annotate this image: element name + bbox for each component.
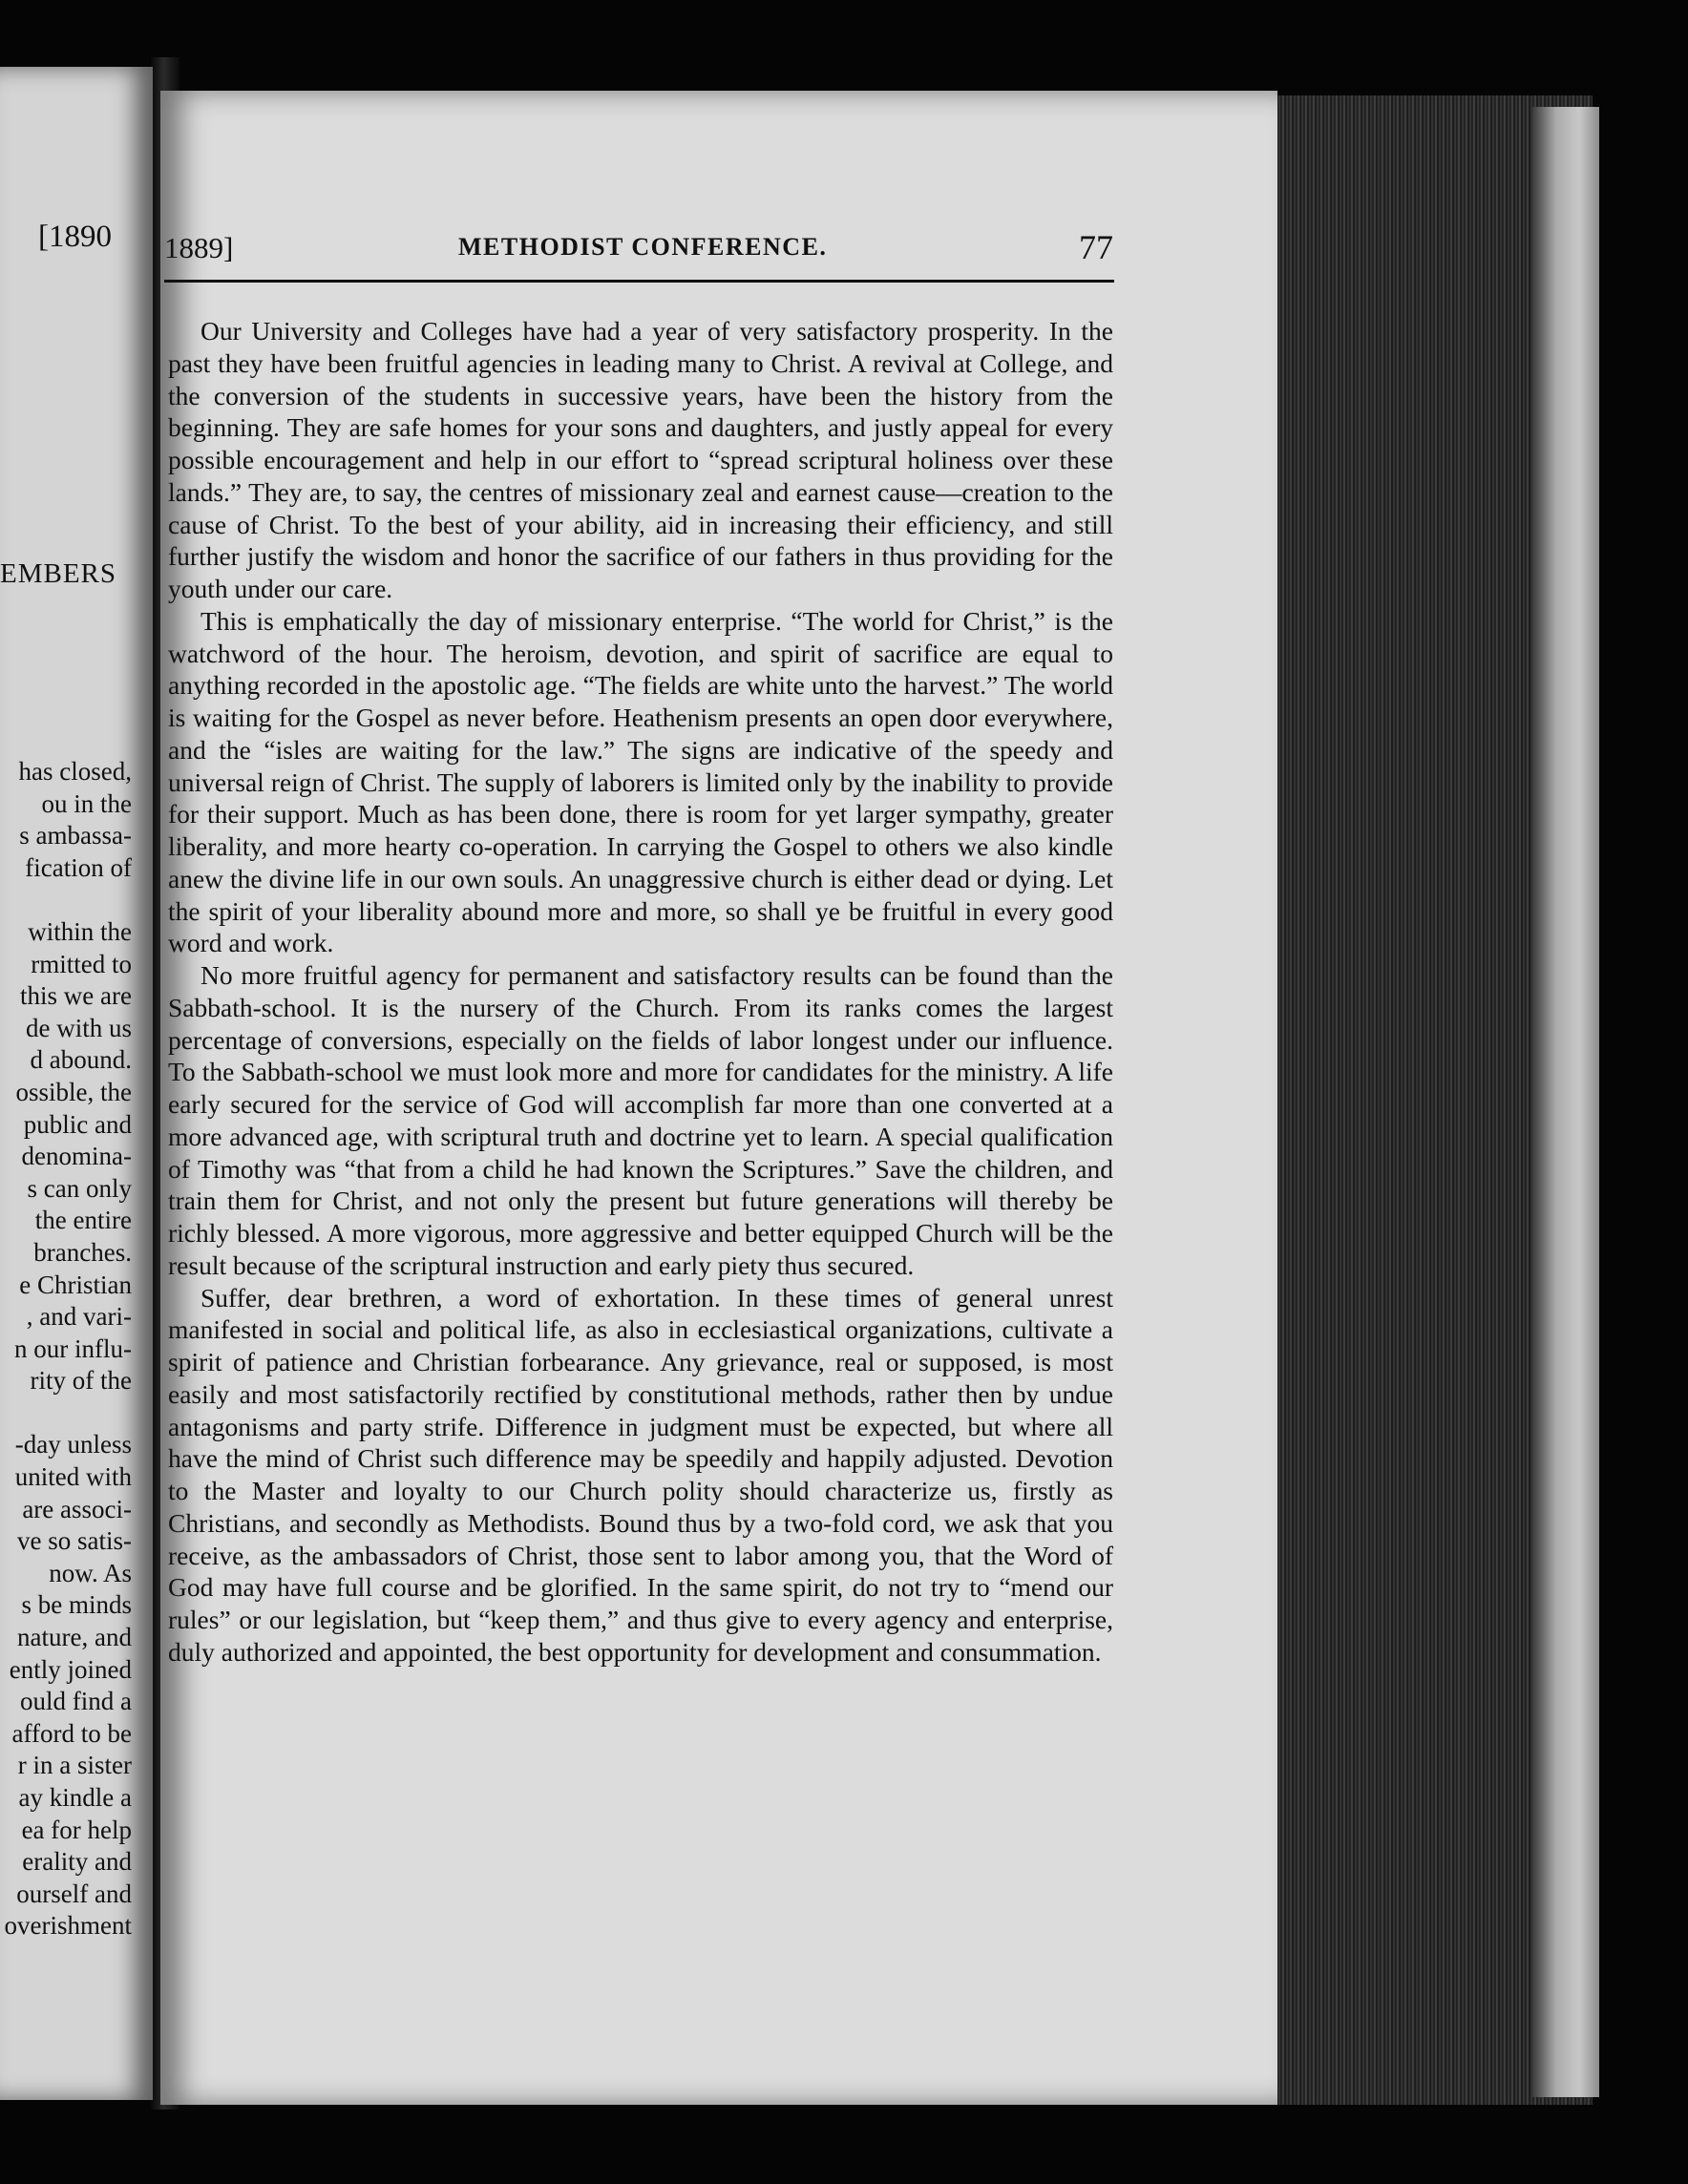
left-page-line: nature, and [17,1623,132,1652]
left-page-line: ve so satis- [17,1526,132,1556]
left-page-line: now. As [49,1558,132,1587]
left-page-line: are associ- [22,1494,132,1523]
left-page-line: -day unless [14,1430,132,1460]
page-edges-outer [1532,107,1599,2097]
left-page-line: d abound. [30,1045,132,1075]
left-page-line: ently joined [9,1654,132,1684]
left-page-line: s can only [27,1173,132,1203]
paragraph-colleges: Our University and Colleges have had a year of very satisfactory prosperity. In the past they have been fruitful agencies in leading many to Christ. A revival at College, and the conversion of the students in successive years, have been the history from the beginning. They are safe homes for your sons and daughters, and justly appeal for every possible encouragement and help in our effort to “spread scriptural holiness over these lands.” They are, to say, the centres of missionary zeal and earnest cause—creation to the cause of Christ. To the best of your ability, aid in increasing their efficiency, and still further justify the wisdom and honor the sacrifice of our fathers in thus providing for the youth under our care. [168,316,1113,603]
left-page-fragment [0,67,153,2100]
left-page-line: ossible, the [15,1077,132,1106]
left-page-line: rmitted to [31,949,132,978]
left-page-line: de with us [26,1013,132,1042]
left-page-line: the entire [34,1206,132,1235]
left-page-line: afford to be [11,1718,132,1748]
left-page-line: ourself and [16,1879,132,1908]
paragraph-sabbath-school: No more fruitful agency for permanent and satisfactory results can be found than the Sabbath-school. It is the nursery of the Church. From its ranks comes the largest percentage of conversions, especially on the fields of labor longest under our influence. To the Sabbath-school we must look more and more for candidates for the ministry. A life early secured for the service of God will accomplish far more than one converted at a more advanced age, with scriptural truth and doctrine yet to learn. A special qualification of Timothy was “that from a child he had known the Scriptures.” Save the children, and train them for Christ, and not only the present but future generations will thereby be richly blessed. A more vigorous, more aggressive and better equipped Church will be the result because of the scriptural instruction and early piety thus secured. [168,960,1113,1280]
left-page-line: branches. [33,1237,132,1267]
page-number: 77 [1079,228,1113,266]
left-page-line: s be minds [21,1590,132,1620]
left-page-line: overishment [4,1911,132,1941]
left-page-text [0,756,132,1942]
left-page-line: e Christian [19,1270,132,1299]
header-rule [164,280,1114,283]
body-text [168,315,1113,1669]
left-page-line [0,1397,132,1430]
left-page-heading: EMBERS [0,558,117,589]
running-head-title: METHODIST CONFERENCE. [458,233,828,261]
left-page-line: has closed, [18,757,132,786]
paragraph-missions: This is emphatically the day of missionary enterprise. “The world for Christ,” is the watchword of the hour. The heroism, devotion, and spirit of sacrifice are equal to anything recorded in the apostolic age. “The fields are white unto the harvest.” The world is waiting for the Gospel as never before. Heathenism presents an open door everywhere, and the “isles are waiting for the law.” The signs are indicative of the speedy and universal reign of Christ. The supply of laborers is limited only by the inability to provide for their support. Much as has been done, there is room for yet larger sympathy, greater liberality, and more hearty co-operation. In carrying the Gospel to others we also kindle anew the divine life in our own souls. An unaggressive church is either dead or dying. Let the spirit of your liberality abound more and more, so shall ye be fruitful in every good word and work. [168,605,1113,958]
left-page-line: n our influ- [14,1334,132,1363]
left-page-line: this we are [20,981,132,1011]
left-page-line: ould find a [20,1687,132,1716]
left-page-line: r in a sister [17,1751,132,1780]
left-page-line: ay kindle a [18,1783,132,1812]
left-page-line: , and vari- [26,1302,132,1332]
running-head-year: 1889] [164,231,234,264]
left-page-line [0,884,132,916]
left-page-header: [1890 [38,220,112,254]
left-page-line: within the [28,916,132,946]
left-page-line: s ambassa- [19,821,132,850]
left-page-line: public and [23,1109,132,1139]
left-page-line: rity of the [30,1366,132,1396]
left-page-line: ea for help [21,1815,132,1844]
left-page-line: erality and [22,1847,132,1877]
left-page-line: united with [14,1462,132,1492]
left-page-line: ou in the [41,788,132,818]
left-page-line: denomina- [21,1142,132,1171]
paragraph-exhortation: Suffer, dear brethren, a word of exhortation. In these times of general unrest manifested in social and political life, as also in ecclesiastical organizations, cultivate a spirit of patience and Christian forbearance. Any grievance, real or supposed, is most easily and most satisfactorily rectified by constitutional methods, rather then by undue antagonisms and party strife. Difference in judgment must be expected, but where all have the mind of Christ such difference may be speedily and happily adjusted. Devotion to the Master and loyalty to our Church polity should characterize us, firstly as Christians, and secondly as Methodists. Bound thus by a two-fold cord, we ask that you receive, as the ambassadors of Christ, those sent to labor among you, that the Word of God may have full course and be glorified. In the same spirit, do not try to “mend our rules” or our legislation, but “keep them,” and thus give to every agency and enterprise, duly authorized and appointed, the best opportunity for development and consummation. [168,1282,1113,1667]
left-page-line: fication of [25,852,132,882]
